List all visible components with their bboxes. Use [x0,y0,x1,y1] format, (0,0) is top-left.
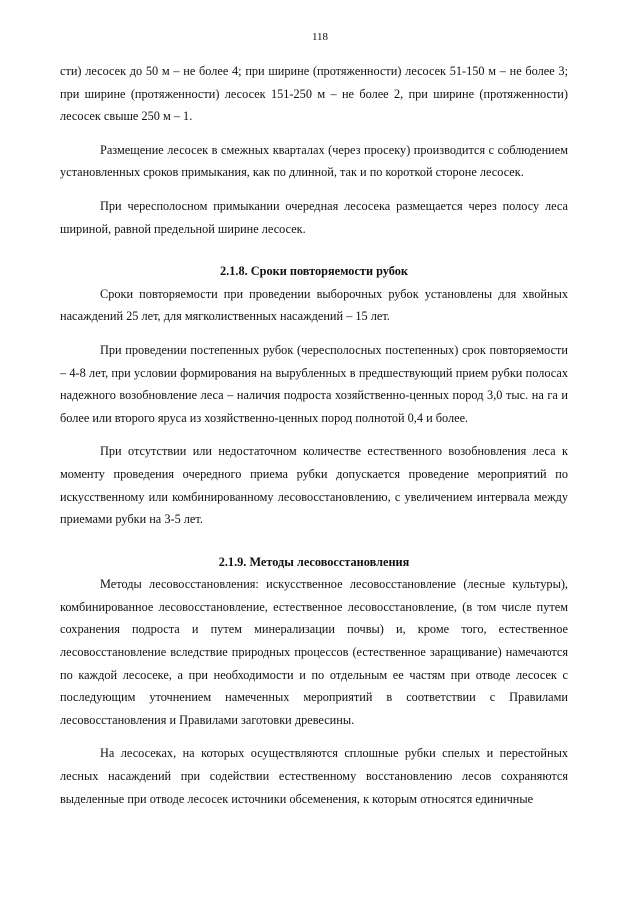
paragraph-adjacent-quarters: Размещение лесосек в смежных кварталах (через просеку) производится с соблюдением установленных сроков примыкания, как по длинной, так и по короткой стороне лесосек. [60,142,568,180]
paragraph-strip-adjacency: При чересполосном примыкании очередная лесосека размещается через полосу леса шириной, равной предельной ширине лесосек. [60,198,568,236]
section-heading-2-1-9: 2.1.9. Методы лесовосстановления [218,554,410,569]
paragraph-reforestation-methods: Методы лесовосстановления: искусственное лесовосстановление (лесные культуры), комбинированное лесовосстановление, естественное лесовосстановление, (в том числе путем сохранения подроста и путем минерализации почвы) и, кроме того, естественное лесовосстановление вследствие природных процессов (естественное заращивание) намечаются по каждой лесосеке, а при необходимости и по отдельным ее частям при отводе лесосек с последующим уточнением намеченных мероприятий в соответствии с Правилами лесовосстановления и Правилами заготовки древесины. [60,577,568,727]
paragraph-insufficient-regeneration: При отсутствии или недостаточном количестве естественного возобновления леса к моменту проведения очередного приема рубки допускается проведение мероприятий по искусственному или комбинированному лесовосстановлению, с увеличением интервала между приемами рубки на 3-5 лет. [60,444,568,527]
paragraph-continuation: сти) лесосек до 50 м – не более 4; при ширине (протяженности) лесосек 51-150 м – не более 3; при ширине (протяженности) лесосек 151-250 м – не более 2, при ширине (протяженности) лесосек свыше 250 м – 1. [60,64,568,124]
paragraph-repeat-periods: Сроки повторяемости при проведении выборочных рубок установлены для хвойных насаждений 25 лет, для мягколиственных насаждений – 15 лет. [60,286,568,324]
paragraph-clear-cut-areas: На лесосеках, на которых осуществляются сплошные рубки спелых и перестойных лесных насаждений при содействии естественному восстановлению лесов сохраняются выделенные при отводе лесосек источники обсеменения, к которым относятся единичные [60,746,568,806]
page-number: 118 [311,31,329,43]
section-heading-2-1-8: 2.1.8. Сроки повторяемости рубок [220,264,408,279]
paragraph-gradual-felling: При проведении постепенных рубок (чересполосных постепенных) срок повторяемости – 4-8 лет, при условии формирования на вырубленных в предшествующий прием рубки полосах надежного возобновление леса – наличия подроста хозяйственно-ценных пород 3,0 тыс. на га и более или второго яруса из хозяйственно-ценных пород полнотой 0,4 и более. [60,342,568,425]
page-content [60,60,568,810]
